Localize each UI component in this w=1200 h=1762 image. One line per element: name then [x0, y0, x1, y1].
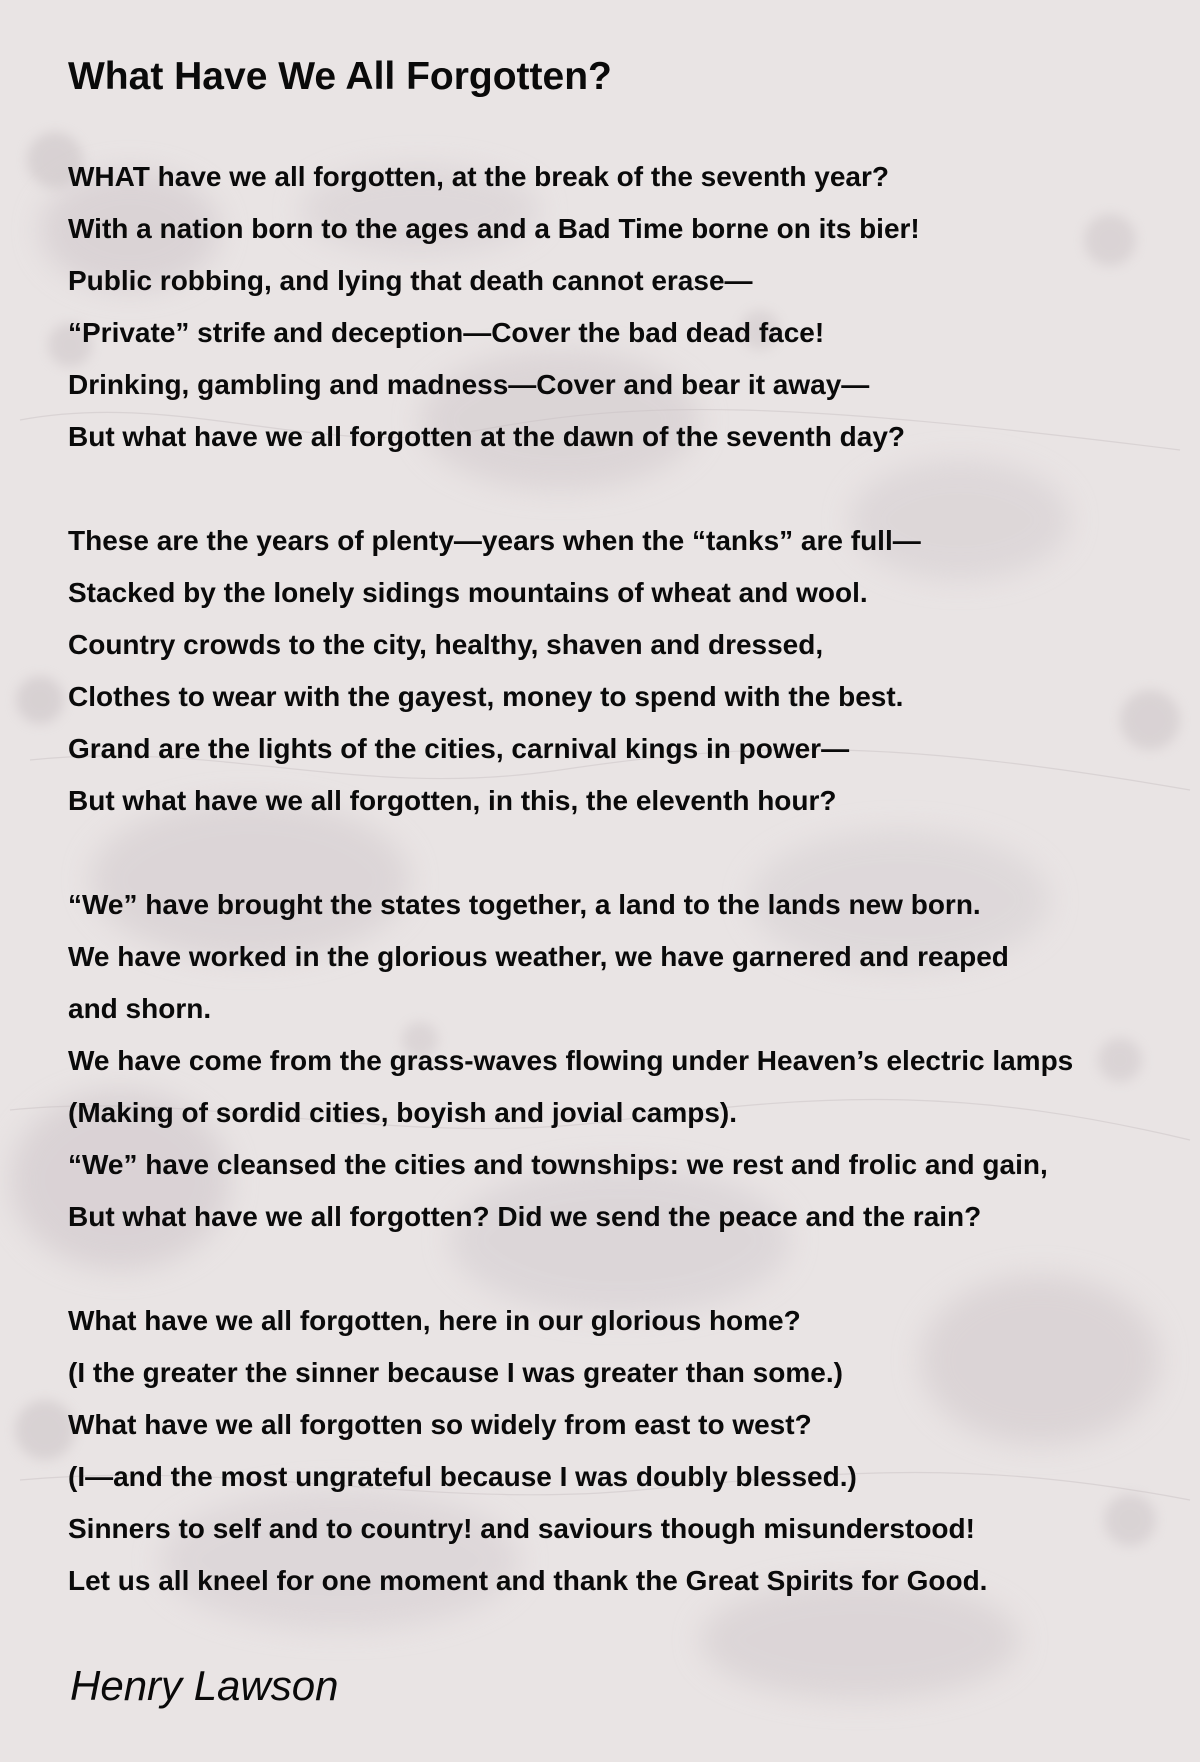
- poem-line: and shorn.: [68, 993, 212, 1024]
- poem-line: “We” have cleansed the cities and townships: we rest and frolic and gain,: [68, 1149, 1048, 1180]
- poem-line: We have come from the grass-waves flowing under Heaven’s electric lamps: [68, 1045, 1074, 1076]
- stanza: [68, 515, 1200, 827]
- poem-line: We have worked in the glorious weather, we have garnered and reaped: [68, 941, 1009, 972]
- poem-line: (Making of sordid cities, boyish and jovial camps).: [68, 1097, 738, 1128]
- poem-line: Country crowds to the city, healthy, shaven and dressed,: [68, 629, 824, 660]
- poem-author: Henry Lawson: [70, 1662, 339, 1709]
- stanza: [68, 879, 1200, 1243]
- poem-line: But what have we all forgotten at the dawn of the seventh day?: [68, 421, 905, 452]
- poem-line: But what have we all forgotten? Did we send the peace and the rain?: [68, 1201, 982, 1232]
- poem-line: “We” have brought the states together, a land to the lands new born.: [68, 889, 981, 920]
- poem-line: These are the years of plenty—years when the “tanks” are full—: [68, 525, 921, 556]
- poem-line: Public robbing, and lying that death cannot erase—: [68, 265, 753, 296]
- poem-line: Let us all kneel for one moment and thank the Great Spirits for Good.: [68, 1565, 988, 1596]
- poem-line: Stacked by the lonely sidings mountains of wheat and wool.: [68, 577, 868, 608]
- poem-line: Clothes to wear with the gayest, money to spend with the best.: [68, 681, 904, 712]
- poem-line: (I—and the most ungrateful because I was doubly blessed.): [68, 1461, 857, 1492]
- stanza: [68, 151, 1200, 463]
- stanza: [68, 1295, 1200, 1607]
- poem-line: (I the greater the sinner because I was greater than some.): [68, 1357, 843, 1388]
- poem-line: “Private” strife and deception—Cover the bad dead face!: [68, 317, 825, 348]
- poem-line: What have we all forgotten so widely from east to west?: [68, 1409, 812, 1440]
- poem-line: With a nation born to the ages and a Bad Time borne on its bier!: [68, 213, 920, 244]
- poem-line: What have we all forgotten, here in our glorious home?: [68, 1305, 801, 1336]
- poem-line: But what have we all forgotten, in this, the eleventh hour?: [68, 785, 837, 816]
- poem-body: [68, 151, 1200, 1659]
- poem-title: What Have We All Forgotten?: [68, 55, 612, 98]
- poem-line: WHAT have we all forgotten, at the break of the seventh year?: [68, 161, 889, 192]
- poem-line: Grand are the lights of the cities, carnival kings in power—: [68, 733, 850, 764]
- poem-line: Drinking, gambling and madness—Cover and bear it away—: [68, 369, 870, 400]
- poem-line: Sinners to self and to country! and saviours though misunderstood!: [68, 1513, 975, 1544]
